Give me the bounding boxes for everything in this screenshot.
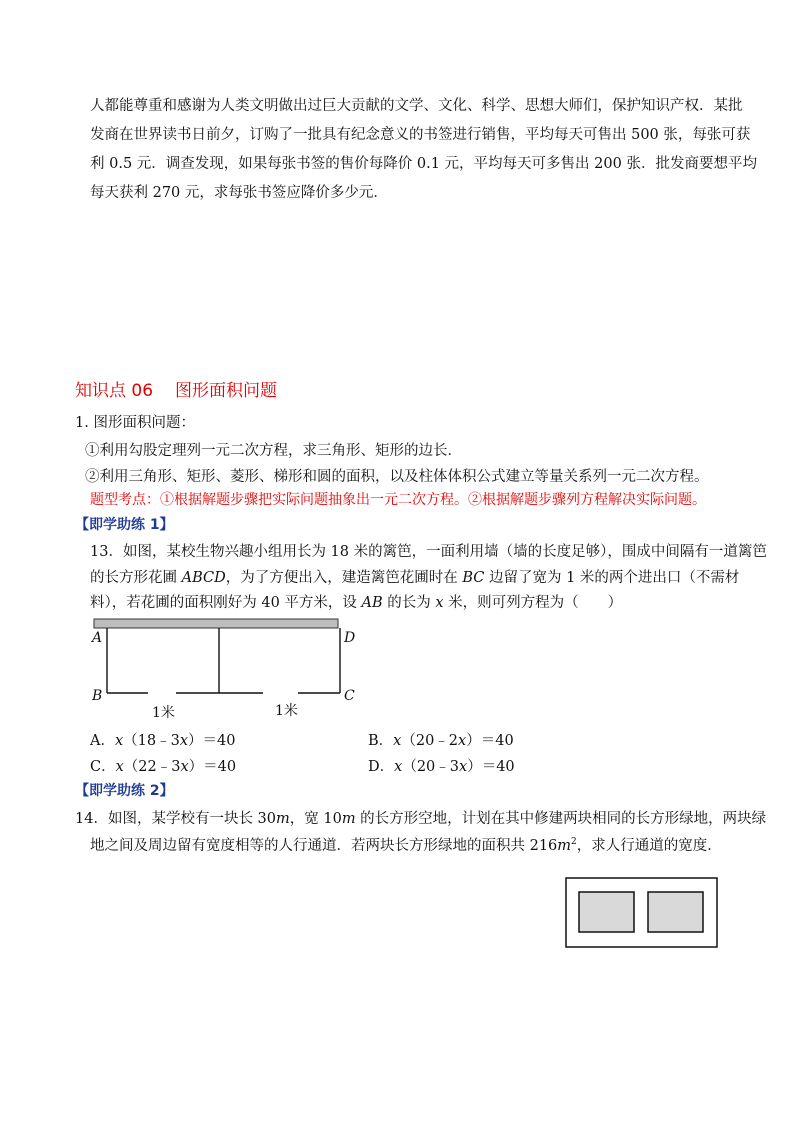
knowledge-point-1: ①利用勾股定理列一元二次方程，求三角形、矩形的边长． — [85, 443, 462, 459]
section-number: 知识点 06 — [75, 381, 154, 401]
var-bc: BC — [462, 570, 485, 586]
intro-line-1: 人都能尊重和感谢为人类文明做出过巨大贡献的文学、文化、科学、思想大师们，保护知识产权．某批 — [90, 98, 743, 114]
intro-line-4: 每天获利 270 元，求每张书签应降价多少元． — [90, 185, 388, 201]
point-label-b: B — [92, 688, 103, 704]
section-title — [75, 376, 277, 401]
option-c[interactable]: C．x（22﹣3x）＝40 — [90, 759, 237, 775]
intro-line-2: 发商在世界读书日前夕，订购了一批具有纪念意义的书签进行销售，平均每天可售出 500 张，每张可获 — [90, 127, 751, 143]
var-ab: AB — [361, 595, 383, 611]
question-13-line-1: 13．如图，某校生物兴趣小组用长为 18 米的篱笆，一面利用墙（墙的长度足够），围成中间隔有一道篱笆 — [90, 544, 767, 560]
lawn-diagram — [565, 877, 720, 953]
question-14-line-1: 14．如图，某学校有一块长 30m，宽 10m 的长方形空地，计划在其中修建两块相同的长方形绿地，两块绿 — [75, 811, 767, 827]
question-14-line-2: 地之间及周边留有宽度相等的人行通道．若两块长方形绿地的面积共 $216m^2$，求人行通道的宽度． — [90, 837, 722, 854]
var-x: x — [435, 595, 444, 611]
knowledge-item-1: 1. 图形面积问题： — [75, 415, 195, 431]
var-abcd: ABCD — [181, 570, 226, 586]
point-label-a: A — [92, 630, 103, 646]
knowledge-point-2: ②利用三角形、矩形、菱形、梯形和圆的面积，以及柱体体积公式建立等量关系列一元二次方程。 — [85, 469, 709, 485]
point-label-c: C — [344, 688, 355, 704]
practice-2-header: 【即学助练 2】 — [75, 783, 174, 799]
fence-diagram-svg — [88, 613, 368, 723]
gap-label-1: 1米 — [152, 705, 175, 721]
lawn-left — [579, 892, 634, 932]
option-a[interactable]: A．x（18﹣3x）＝40 — [90, 733, 236, 749]
intro-line-3: 利 0.5 元．调查发现，如果每张书签的售价每降价 0.1 元，平均每天可多售出 200 张．批发商要想平均 — [90, 156, 757, 172]
gap-label-2: 1米 — [275, 703, 298, 719]
question-13-line-3: 料），若花圃的面积刚好为 40 平方米，设 AB 的长为 x 米，则可列方程为（ ） — [90, 595, 623, 611]
option-b[interactable]: B．x（20﹣2x）＝40 — [368, 733, 514, 749]
practice-1-header: 【即学助练 1】 — [75, 517, 174, 533]
lawn-right — [648, 892, 703, 932]
option-d[interactable]: D．x（20﹣3x）＝40 — [368, 759, 515, 775]
question-13-line-2: 的长方形花圃 ABCD，为了方便出入，建造篱笆花圃时在 BC 边留了宽为 1 米的两个进出口（不需材 — [90, 570, 740, 586]
section-name: 图形面积问题 — [175, 381, 278, 401]
knowledge-hint: 题型考点：①根据解题步骤把实际问题抽象出一元二次方程。②根据解题步骤列方程解决实际问题。 — [90, 492, 706, 508]
point-label-d: D — [344, 630, 356, 646]
fence-diagram — [88, 613, 368, 723]
wall — [94, 619, 338, 628]
lawn-diagram-svg — [565, 877, 720, 949]
